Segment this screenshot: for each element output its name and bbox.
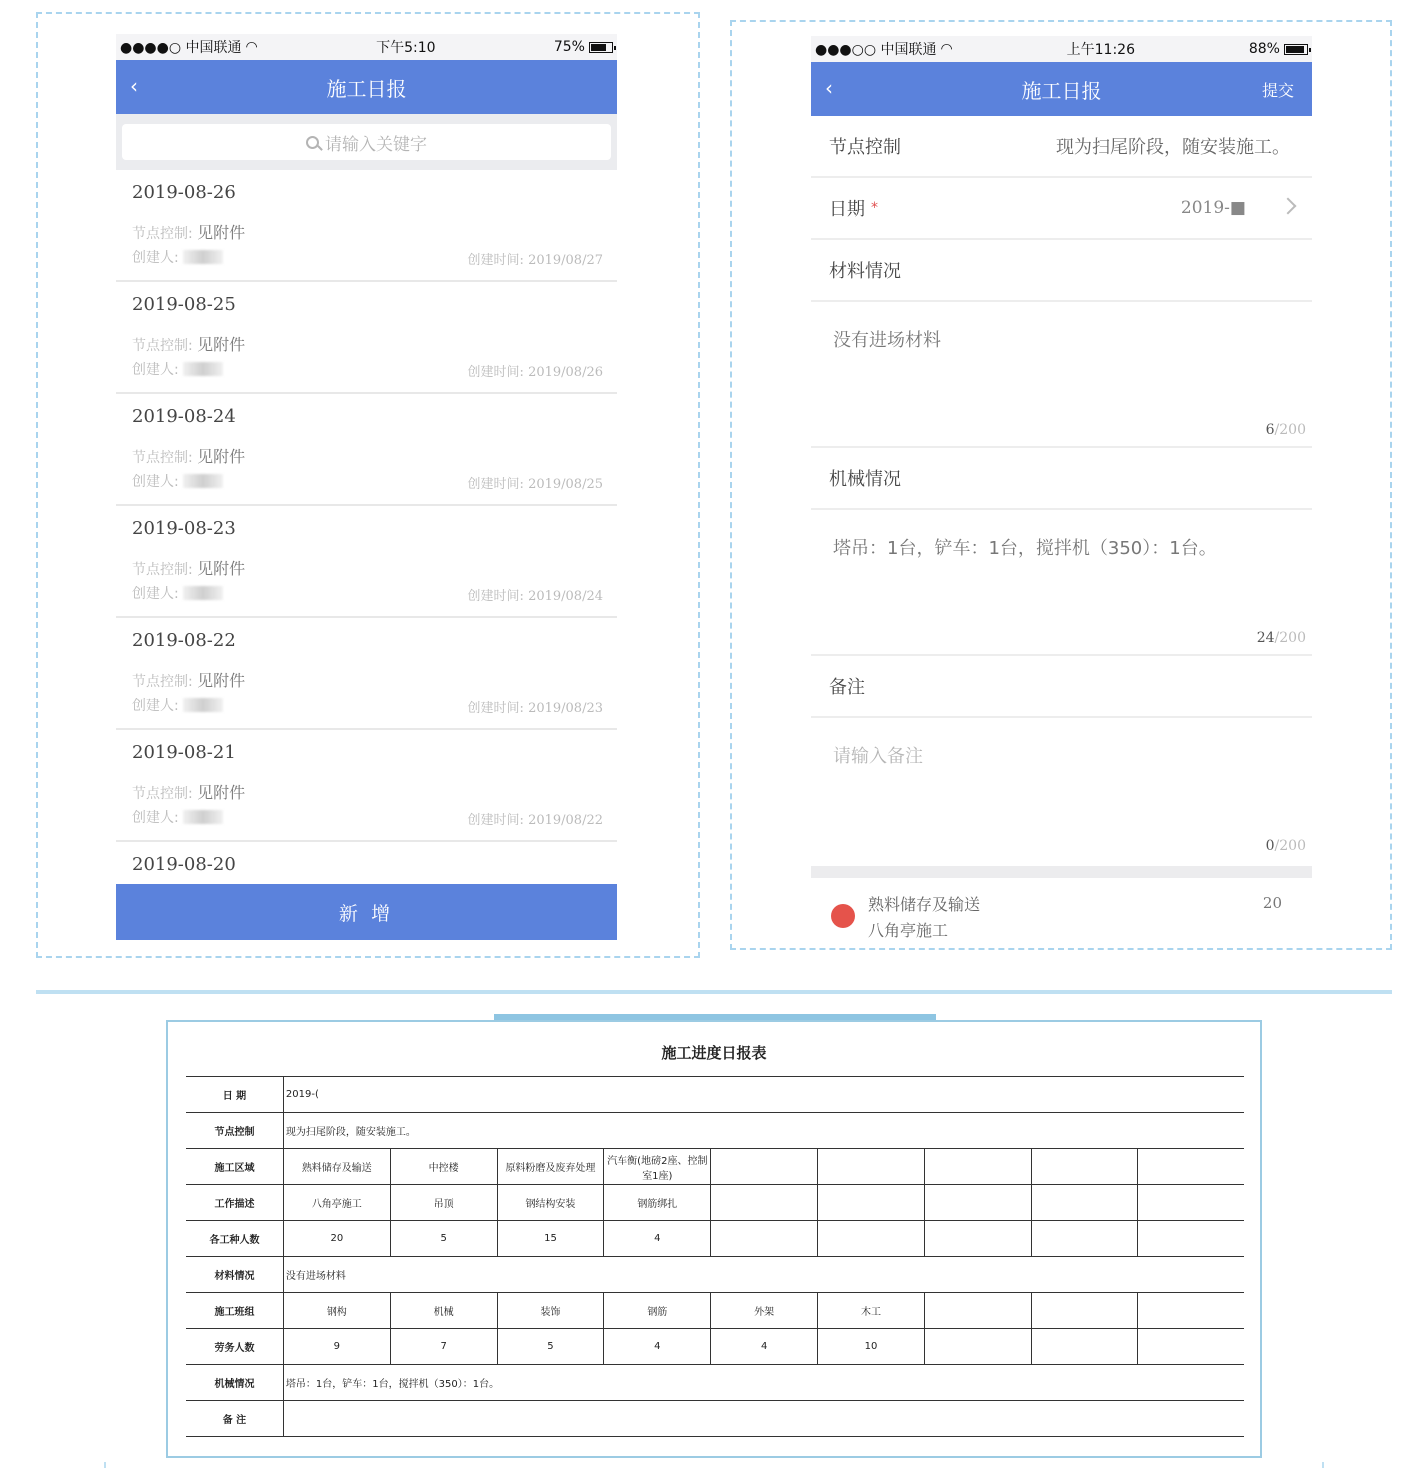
report-node [132, 220, 245, 243]
report-creator [132, 247, 223, 267]
node-control-row[interactable] [811, 116, 1312, 178]
report-node [132, 332, 245, 355]
sheet-span-cell [283, 1401, 1244, 1437]
blurred-name [183, 362, 223, 376]
sheet-span-cell: 现为扫尾阶段，随安装施工。 [283, 1113, 1244, 1149]
clock: 下午5:10 [376, 40, 436, 56]
sheet-cell: 熟料储存及输送 [283, 1149, 390, 1185]
sheet-cell [924, 1185, 1031, 1221]
creator-label: 创建人: [132, 698, 179, 714]
sheet-row [186, 1257, 1244, 1293]
sheet-cell: 7 [390, 1329, 497, 1365]
ctime-label: 创建时间: [467, 477, 524, 492]
report-date: 2019-08-20 [132, 854, 236, 875]
clock: 上午11:26 [1066, 42, 1135, 58]
remark-textarea[interactable] [811, 718, 1312, 862]
node-label: 节点控制: [132, 562, 193, 578]
carrier-label: ●●●○○ 中国联通 [815, 42, 937, 58]
daily-report-sheet [166, 1020, 1262, 1458]
sheet-cell [1138, 1149, 1244, 1185]
sheet-cell: 机械 [390, 1293, 497, 1329]
node-value: 见附件 [197, 671, 246, 690]
blurred-name [183, 250, 223, 264]
node-value: 见附件 [197, 447, 246, 466]
node-control-label: 节点控制 [829, 137, 901, 158]
work-area-item[interactable] [811, 878, 1312, 940]
material-textarea[interactable] [811, 302, 1312, 448]
sheet-cell: 外架 [711, 1293, 818, 1329]
report-creator [132, 807, 223, 827]
sheet-cell: 装饰 [497, 1293, 604, 1329]
ctime-value: 2019/08/26 [528, 365, 603, 380]
report-table [186, 1076, 1244, 1437]
sheet-cell [1031, 1329, 1138, 1365]
date-value: 2019-■ [1180, 198, 1246, 218]
nav-bar [811, 62, 1312, 116]
sheet-cell: 中控楼 [390, 1149, 497, 1185]
ctime-label: 创建时间: [467, 365, 524, 380]
sheet-row-label: 材料情况 [186, 1257, 283, 1293]
report-list-item[interactable] [116, 506, 617, 618]
report-created-time [468, 697, 603, 716]
date-label: 日期 [829, 199, 865, 220]
report-date: 2019-08-25 [132, 294, 236, 315]
material-label: 材料情况 [829, 261, 901, 282]
sheet-cell: 5 [390, 1221, 497, 1257]
sheet-cell [1138, 1221, 1244, 1257]
page-title: 施工日报 [326, 76, 407, 101]
sheet-row-label: 施工班组 [186, 1293, 283, 1329]
submit-button[interactable]: 提交 [1261, 81, 1294, 100]
delete-dot-icon[interactable] [831, 904, 855, 928]
sheet-cell [818, 1185, 925, 1221]
creator-label: 创建人: [132, 474, 179, 490]
remark-label: 备注 [829, 677, 865, 698]
ctime-label: 创建时间: [467, 813, 524, 828]
work-area-name: 熟料储存及输送 [868, 895, 981, 914]
battery-percent: 75% [553, 39, 585, 55]
machine-label: 机械情况 [829, 469, 901, 490]
search-input[interactable] [122, 124, 611, 160]
sheet-cell: 木工 [818, 1293, 925, 1329]
sheet-cell: 吊顶 [390, 1185, 497, 1221]
required-marker: * [871, 200, 878, 216]
creator-label: 创建人: [132, 586, 179, 602]
machine-counter: 24/200 [1256, 630, 1306, 646]
corner-mark [104, 1462, 106, 1468]
page-title: 施工日报 [1021, 78, 1102, 103]
blurred-name [183, 586, 223, 600]
node-label: 节点控制: [132, 226, 193, 242]
report-creator [132, 359, 223, 379]
sheet-row-label: 日 期 [186, 1077, 283, 1113]
sheet-row [186, 1185, 1244, 1221]
chevron-right-icon [1280, 198, 1297, 215]
sheet-row-label: 节点控制 [186, 1113, 283, 1149]
sheet-cell [818, 1221, 925, 1257]
sheet-row-label: 备 注 [186, 1401, 283, 1437]
sheet-cell: 5 [497, 1329, 604, 1365]
ctime-label: 创建时间: [467, 253, 524, 268]
ctime-value: 2019/08/22 [528, 813, 603, 828]
sheet-cell: 钢筋绑扎 [604, 1185, 711, 1221]
sheet-cell: 9 [283, 1329, 390, 1365]
search-placeholder: 请输入关键字 [325, 134, 427, 155]
blurred-name [183, 698, 223, 712]
sheet-row-label: 工作描述 [186, 1185, 283, 1221]
sheet-cell: 15 [497, 1221, 604, 1257]
report-date: 2019-08-26 [132, 182, 236, 203]
ctime-value: 2019/08/27 [528, 253, 603, 268]
report-created-time [468, 249, 603, 268]
blurred-name [183, 474, 223, 488]
sheet-span-cell: 2019-( [283, 1077, 1244, 1113]
back-arrow-icon[interactable]: ‹ [825, 76, 833, 100]
sheet-cell: 钢构 [283, 1293, 390, 1329]
sheet-cell: 钢筋 [604, 1293, 711, 1329]
sheet-cell: 汽车衡(地磅2座、控制室1座) [604, 1149, 711, 1185]
sheet-cell: 4 [711, 1329, 818, 1365]
sheet-row-label: 劳务人数 [186, 1329, 283, 1365]
sheet-cell [924, 1329, 1031, 1365]
worker-count: 20 [1262, 894, 1282, 912]
ctime-value: 2019/08/25 [528, 477, 603, 492]
sheet-cell: 原料粉磨及废弃处理 [497, 1149, 604, 1185]
wifi-icon: ◠ [940, 41, 953, 57]
report-creator [132, 471, 223, 491]
machine-row [811, 448, 1312, 510]
machine-textarea[interactable] [811, 510, 1312, 656]
node-value: 见附件 [197, 783, 246, 802]
report-node [132, 556, 245, 579]
report-created-time [468, 473, 603, 492]
node-value: 见附件 [197, 335, 246, 354]
sheet-cell [924, 1221, 1031, 1257]
sheet-cell: 10 [818, 1329, 925, 1365]
sheet-cell [711, 1185, 818, 1221]
sheet-cell [1138, 1329, 1244, 1365]
sheet-row [186, 1113, 1244, 1149]
sheet-cell [1031, 1185, 1138, 1221]
report-date: 2019-08-24 [132, 406, 236, 427]
status-bar [116, 34, 617, 60]
back-arrow-icon[interactable]: ‹ [130, 74, 138, 98]
remark-placeholder: 请输入备注 [833, 746, 923, 767]
creator-label: 创建人: [132, 250, 179, 266]
sheet-row [186, 1365, 1244, 1401]
machine-text: 塔吊：1台，铲车：1台，搅拌机（350）：1台。 [833, 538, 1217, 559]
report-list-screen [116, 34, 617, 940]
node-label: 节点控制: [132, 338, 193, 354]
report-node [132, 668, 245, 691]
sheet-row [186, 1329, 1244, 1365]
report-list [116, 170, 617, 890]
battery-percent: 88% [1248, 41, 1280, 57]
sheet-row-label: 机械情况 [186, 1365, 283, 1401]
wifi-icon: ◠ [245, 39, 258, 55]
sheet-cell: 4 [604, 1221, 711, 1257]
ctime-value: 2019/08/23 [528, 701, 603, 716]
report-date: 2019-08-23 [132, 518, 236, 539]
sheet-row-label: 施工区域 [186, 1149, 283, 1185]
node-control-value: 现为扫尾阶段，随安装施工。 [1056, 137, 1290, 158]
material-text: 没有进场材料 [833, 330, 941, 351]
sheet-cell: 钢结构安装 [497, 1185, 604, 1221]
report-list-item[interactable] [116, 842, 617, 890]
report-list-item[interactable] [116, 730, 617, 842]
material-row [811, 240, 1312, 302]
sheet-cell [1031, 1293, 1138, 1329]
report-list-item[interactable] [116, 394, 617, 506]
report-list-item[interactable] [116, 618, 617, 730]
sheet-cell [1138, 1185, 1244, 1221]
material-counter: 6/200 [1265, 422, 1306, 438]
report-date: 2019-08-22 [132, 630, 236, 651]
blurred-name [183, 810, 223, 824]
ctime-label: 创建时间: [467, 589, 524, 604]
sheet-title: 施工进度日报表 [661, 1044, 767, 1062]
report-creator [132, 583, 223, 603]
sheet-cell: 八角亭施工 [283, 1185, 390, 1221]
corner-mark [1322, 1462, 1324, 1468]
section-divider [811, 866, 1312, 878]
remark-row [811, 656, 1312, 718]
sheet-cell [1031, 1221, 1138, 1257]
date-row[interactable] [811, 178, 1312, 240]
work-description: 八角亭施工 [868, 921, 949, 940]
sheet-cell: 4 [604, 1329, 711, 1365]
battery-icon [1284, 44, 1308, 55]
node-label: 节点控制: [132, 674, 193, 690]
sheet-span-cell: 没有进场材料 [283, 1257, 1244, 1293]
report-form-screen [811, 36, 1312, 940]
report-created-time [468, 809, 603, 828]
sheet-cell [711, 1149, 818, 1185]
battery-icon [589, 42, 613, 53]
sheet-cell [924, 1293, 1031, 1329]
search-bar [116, 114, 617, 170]
nav-bar [116, 60, 617, 114]
ctime-value: 2019/08/24 [528, 589, 603, 604]
sheet-row [186, 1401, 1244, 1437]
report-created-time [468, 361, 603, 380]
carrier-label: ●●●●○ 中国联通 [120, 40, 242, 56]
sheet-row [186, 1293, 1244, 1329]
sheet-cell: 20 [283, 1221, 390, 1257]
report-list-item[interactable] [116, 282, 617, 394]
node-label: 节点控制: [132, 450, 193, 466]
sheet-span-cell: 塔吊：1台，铲车：1台，搅拌机（350）：1台。 [283, 1365, 1244, 1401]
report-date: 2019-08-21 [132, 742, 236, 763]
report-creator [132, 695, 223, 715]
search-icon [306, 136, 319, 149]
remark-counter: 0/200 [1265, 838, 1306, 854]
sheet-row-label: 各工种人数 [186, 1221, 283, 1257]
sheet-cell [1031, 1149, 1138, 1185]
ctime-label: 创建时间: [467, 701, 524, 716]
sheet-cell [818, 1149, 925, 1185]
node-value: 见附件 [197, 223, 246, 242]
sheet-cell [711, 1221, 818, 1257]
sheet-row [186, 1221, 1244, 1257]
node-label: 节点控制: [132, 786, 193, 802]
sheet-cell [924, 1149, 1031, 1185]
report-node [132, 780, 245, 803]
report-node [132, 444, 245, 467]
section-divider-line [36, 990, 1392, 994]
status-bar [811, 36, 1312, 62]
sheet-row [186, 1077, 1244, 1113]
report-list-item[interactable] [116, 170, 617, 282]
node-value: 见附件 [197, 559, 246, 578]
add-report-button[interactable]: 新 增 [116, 884, 617, 940]
sheet-row [186, 1149, 1244, 1185]
creator-label: 创建人: [132, 810, 179, 826]
sheet-cell [1138, 1293, 1244, 1329]
report-created-time [468, 585, 603, 604]
creator-label: 创建人: [132, 362, 179, 378]
